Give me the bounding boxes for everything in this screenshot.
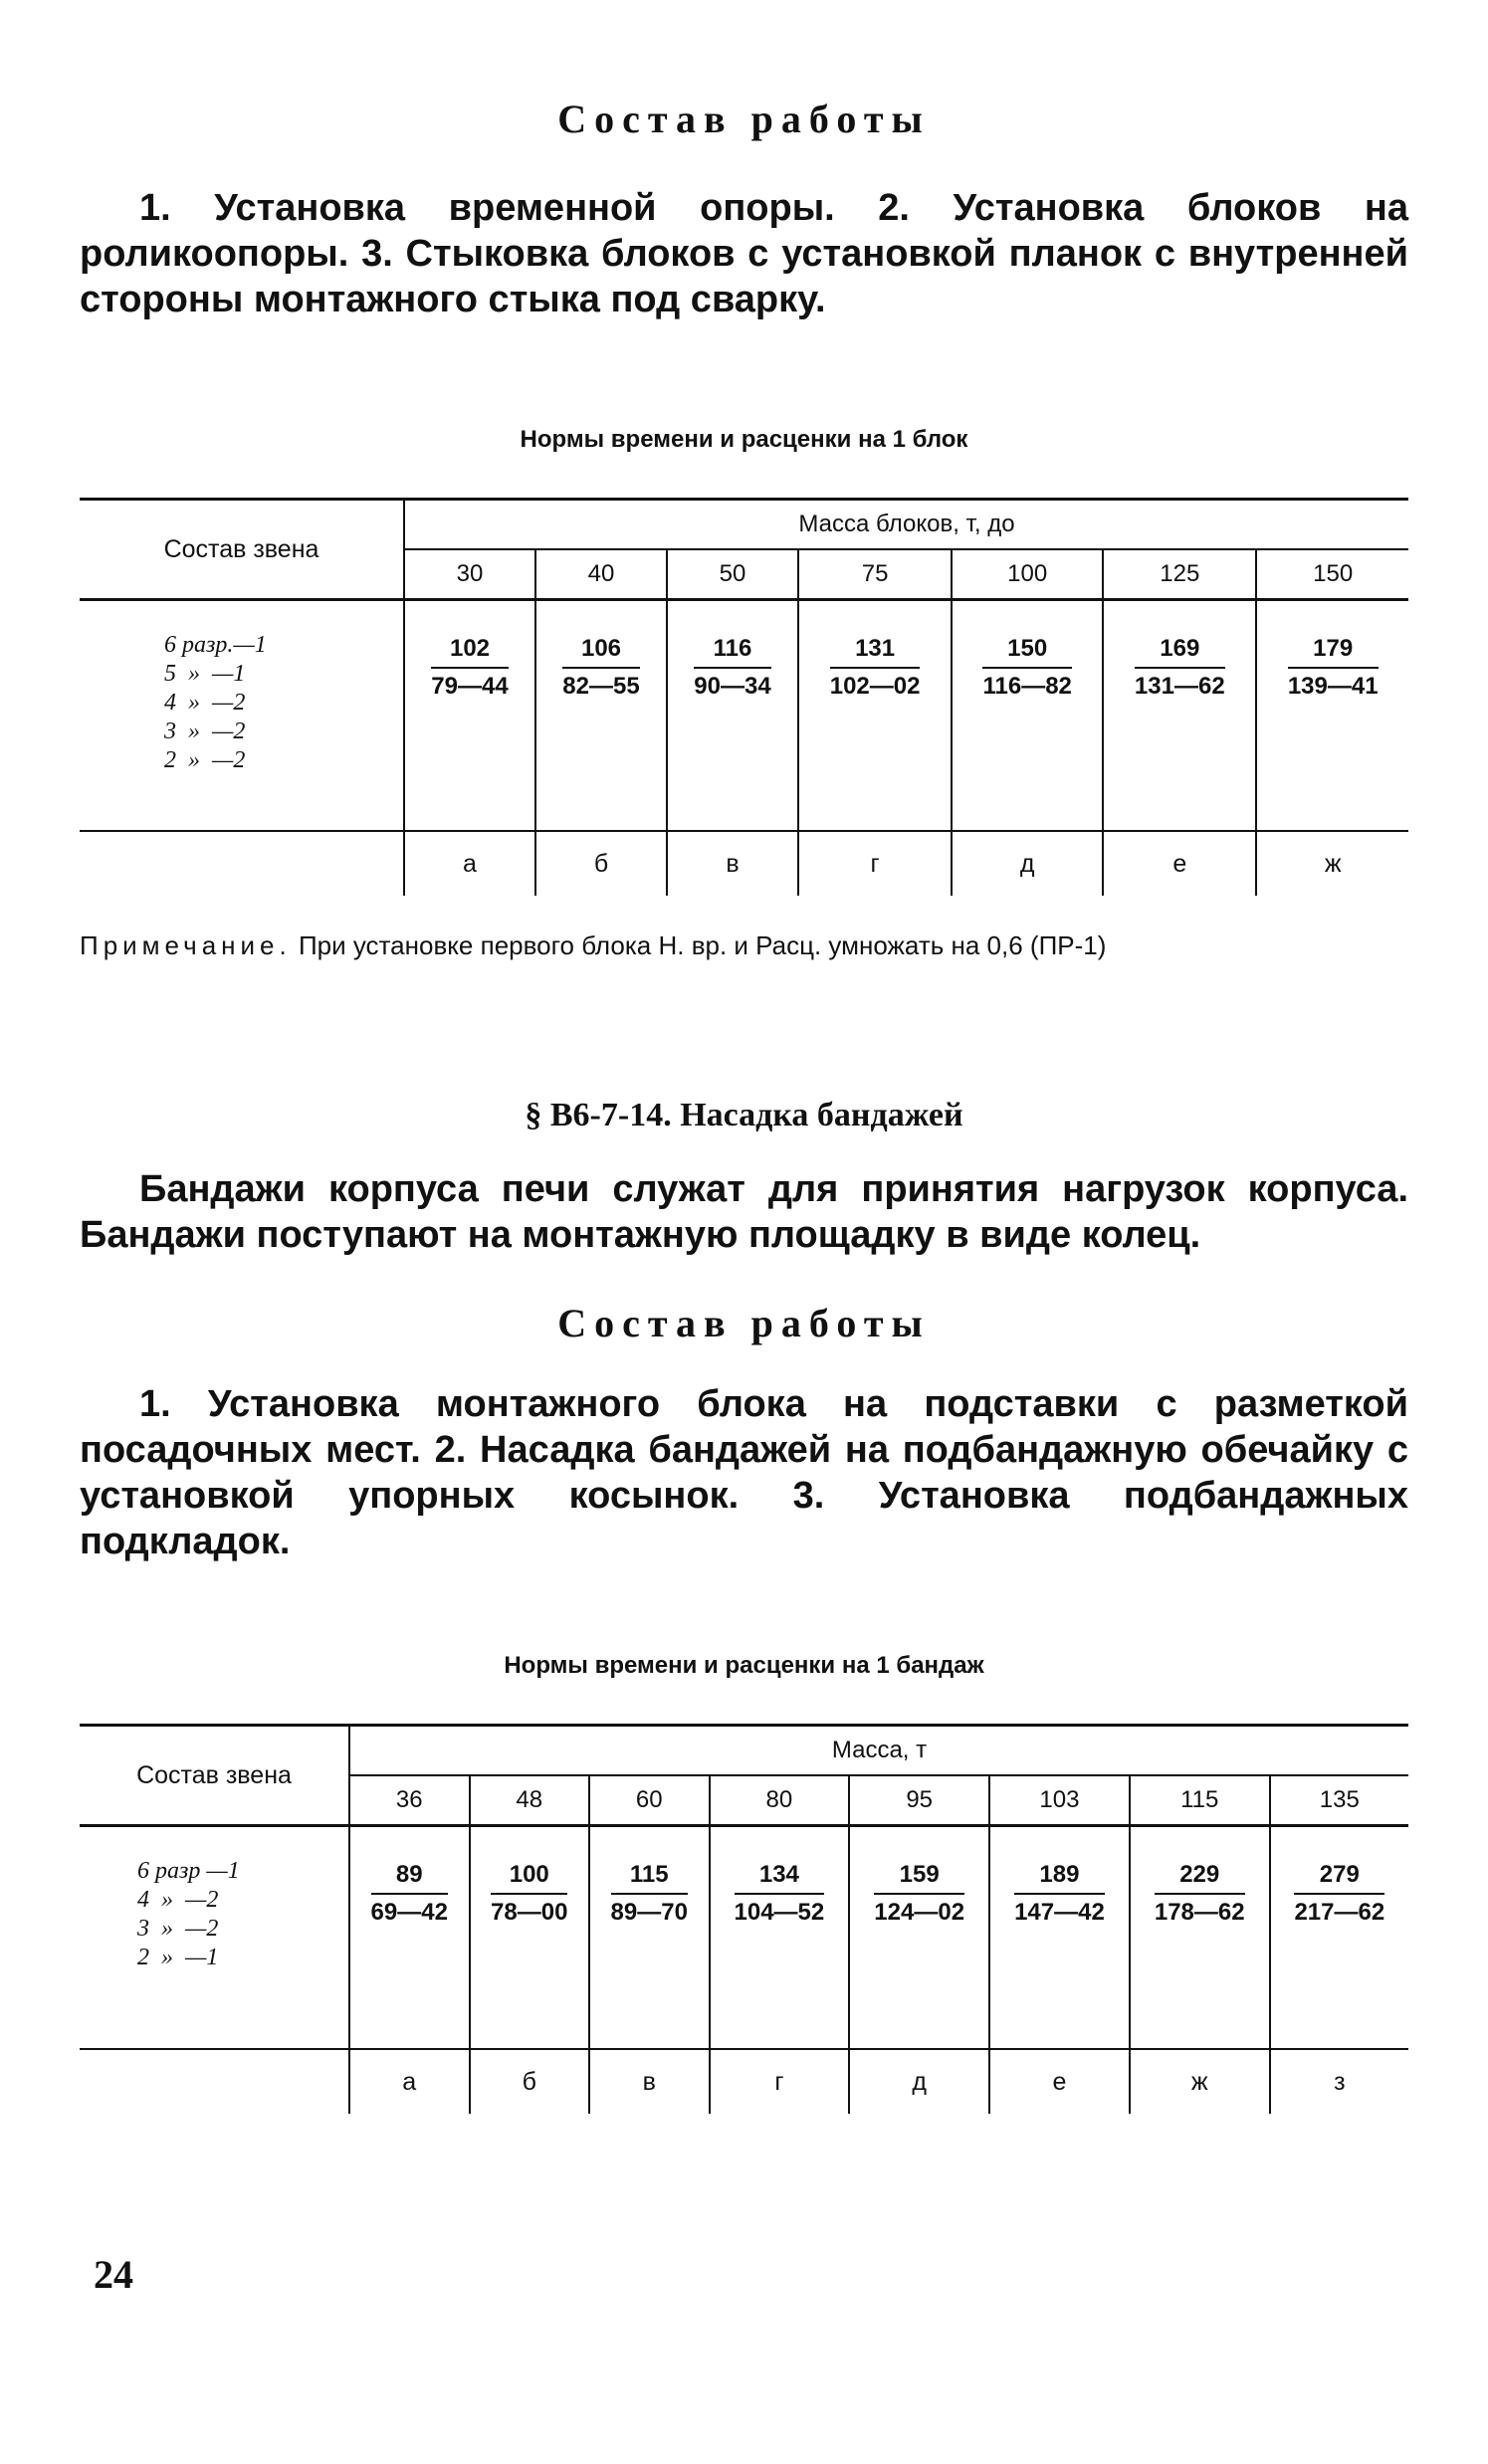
- note-text: При установке первого блока Н. вр. и Расц. умножать на 0,6 (ПР-1): [298, 930, 1107, 960]
- column-letter: а: [349, 2049, 470, 2114]
- norm-time-value: 150: [982, 635, 1071, 669]
- rate-value: 104—52: [734, 1899, 825, 1926]
- work-composition-heading-2: Состав работы: [557, 1301, 931, 1345]
- crew-line: 4 » —2: [137, 1887, 219, 1913]
- norm-rate-cell: [1270, 1826, 1408, 2050]
- mass-cell: 95: [849, 1775, 989, 1826]
- norm-time-value: 100: [491, 1861, 567, 1895]
- table-caption-2: Нормы времени и расценки на 1 бандаж: [504, 1652, 984, 1679]
- crew-line: 2 » —2: [164, 747, 246, 773]
- letters-row: [80, 2049, 1408, 2114]
- crew-header: Состав звена: [80, 1726, 349, 1826]
- norm-rate-cell: [404, 600, 535, 832]
- mass-group-header: Масса, т: [349, 1726, 1408, 1776]
- mass-cell: 80: [710, 1775, 850, 1826]
- rate-value: 147—42: [1014, 1899, 1105, 1926]
- section-title: § В6-7-14. Насадка бандажей: [525, 1097, 963, 1133]
- rate-value: 78—00: [491, 1899, 568, 1926]
- work-composition-text-1: 1. Установка временной опоры. 2. Установка блоков на роликоопоры. 3. Стыковка блоков с установкой планок с внутренней стороны монтажного стыка под сварку.: [80, 187, 1408, 320]
- column-letter: г: [798, 831, 952, 896]
- crew-blank-cell: [80, 2049, 349, 2114]
- note-label: Примечание.: [80, 930, 292, 960]
- mass-cell: 75: [798, 549, 952, 600]
- norm-rate-cell: [1103, 600, 1256, 832]
- norm-time-value: 102: [431, 635, 508, 669]
- section-intro: Бандажи корпуса печи служат для принятия нагрузок корпуса. Бандажи поступают на монтажную площадку в виде колец.: [80, 1168, 1408, 1256]
- norm-time-value: 229: [1155, 1861, 1245, 1895]
- norm-rate-cell: [589, 1826, 710, 2050]
- crew-line: 3 » —2: [164, 719, 246, 744]
- crew-line: 4 » —2: [164, 690, 246, 716]
- crew-line: 5 » —1: [164, 661, 246, 687]
- norm-time-value: 189: [1014, 1861, 1105, 1895]
- rate-value: 116—82: [982, 673, 1072, 700]
- note: [80, 929, 1408, 961]
- norm-rate-fraction: [611, 1861, 688, 1927]
- rate-value: 79—44: [431, 673, 509, 700]
- mass-cell: 50: [667, 549, 798, 600]
- norm-time-value: 159: [874, 1861, 964, 1895]
- norm-rate-cell: [667, 600, 798, 832]
- mass-cell: 103: [989, 1775, 1130, 1826]
- norm-rate-cell: [1130, 1826, 1270, 2050]
- crew-composition: [80, 600, 404, 832]
- norm-rate-cell: [849, 1826, 989, 2050]
- mass-cell: 150: [1256, 549, 1408, 600]
- norm-rate-fraction: [1288, 635, 1379, 701]
- norm-time-value: 115: [611, 1861, 688, 1895]
- mass-cell: 100: [952, 549, 1103, 600]
- norm-rate-cell: [952, 600, 1103, 832]
- rate-value: 82—55: [562, 673, 640, 700]
- norm-rate-fraction: [562, 635, 639, 701]
- mass-cell: 30: [404, 549, 535, 600]
- column-letter: ж: [1256, 831, 1408, 896]
- norm-rate-fraction: [830, 635, 921, 701]
- column-letter: в: [589, 2049, 710, 2114]
- column-letter: е: [989, 2049, 1130, 2114]
- rate-value: 139—41: [1287, 673, 1379, 700]
- norm-rate-cell: [535, 600, 667, 832]
- crew-line: 3 » —2: [137, 1916, 219, 1942]
- norm-time-value: 279: [1294, 1861, 1384, 1895]
- mass-cell: 135: [1270, 1775, 1408, 1826]
- rate-value: 69—42: [370, 1899, 448, 1926]
- norm-rate-fraction: [431, 635, 508, 701]
- norm-rate-cell: [989, 1826, 1130, 2050]
- norm-rate-fraction: [1155, 1861, 1245, 1927]
- norms-table-2: [80, 1724, 1408, 2114]
- norm-rate-fraction: [1294, 1861, 1384, 1927]
- mass-group-header: Масса блоков, т, до: [404, 500, 1408, 550]
- norm-rate-cell: [470, 1826, 590, 2050]
- rate-value: 90—34: [694, 673, 771, 700]
- work-composition-heading-1: Состав работы: [557, 97, 931, 141]
- values-row: [80, 600, 1408, 832]
- norm-time-value: 169: [1135, 635, 1225, 669]
- norm-rate-fraction: [982, 635, 1071, 701]
- table-caption-1: Нормы времени и расценки на 1 блок: [520, 426, 968, 453]
- crew-line: 6 разр —1: [137, 1858, 240, 1884]
- norm-time-value: 116: [694, 635, 770, 669]
- rate-value: 217—62: [1294, 1899, 1385, 1926]
- mass-cell: 48: [470, 1775, 590, 1826]
- norm-time-value: 179: [1288, 635, 1379, 669]
- column-letter: д: [849, 2049, 989, 2114]
- rate-value: 89—70: [610, 1899, 688, 1926]
- rate-value: 178—62: [1154, 1899, 1245, 1926]
- column-letter: е: [1103, 831, 1256, 896]
- column-letter: а: [404, 831, 535, 896]
- mass-cell: 36: [349, 1775, 470, 1826]
- norms-table-1: [80, 498, 1408, 896]
- mass-cell: 40: [535, 549, 667, 600]
- letters-row: [80, 831, 1408, 896]
- mass-cell: 115: [1130, 1775, 1270, 1826]
- values-row: [80, 1826, 1408, 2050]
- crew-blank-cell: [80, 831, 404, 896]
- column-letter: з: [1270, 2049, 1408, 2114]
- norm-rate-fraction: [735, 1861, 825, 1927]
- crew-composition: [80, 1826, 349, 2050]
- norm-rate-cell: [710, 1826, 850, 2050]
- column-letter: б: [470, 2049, 590, 2114]
- norm-time-value: 131: [830, 635, 921, 669]
- column-letter: д: [952, 831, 1103, 896]
- column-letter: ж: [1130, 2049, 1270, 2114]
- norm-time-value: 106: [562, 635, 639, 669]
- rate-value: 102—02: [829, 673, 921, 700]
- norm-time-value: 134: [735, 1861, 825, 1895]
- column-letter: г: [710, 2049, 850, 2114]
- rate-value: 124—02: [874, 1899, 965, 1926]
- column-letter: б: [535, 831, 667, 896]
- crew-line: 2 » —1: [137, 1945, 219, 1970]
- norm-rate-fraction: [874, 1861, 964, 1927]
- crew-header: Состав звена: [80, 500, 404, 600]
- mass-cell: 60: [589, 1775, 710, 1826]
- norm-rate-fraction: [491, 1861, 567, 1927]
- crew-line: 6 разр.—1: [164, 632, 267, 658]
- norm-rate-fraction: [1135, 635, 1225, 701]
- page-number: 24: [94, 2252, 133, 2297]
- norm-rate-cell: [1256, 600, 1408, 832]
- norm-rate-fraction: [371, 1861, 448, 1927]
- norm-rate-cell: [349, 1826, 470, 2050]
- rate-value: 131—62: [1134, 673, 1225, 700]
- mass-cell: 125: [1103, 549, 1256, 600]
- norm-rate-fraction: [694, 635, 770, 701]
- column-letter: в: [667, 831, 798, 896]
- norm-time-value: 89: [371, 1861, 448, 1895]
- norm-rate-cell: [798, 600, 952, 832]
- norm-rate-fraction: [1014, 1861, 1105, 1927]
- work-composition-text-2: 1. Установка монтажного блока на подставки с разметкой посадочных мест. 2. Насадка бандажей на подбандажную обечайку с установкой упорных косынок. 3. Установка подбандажных подкладок.: [80, 1383, 1408, 1562]
